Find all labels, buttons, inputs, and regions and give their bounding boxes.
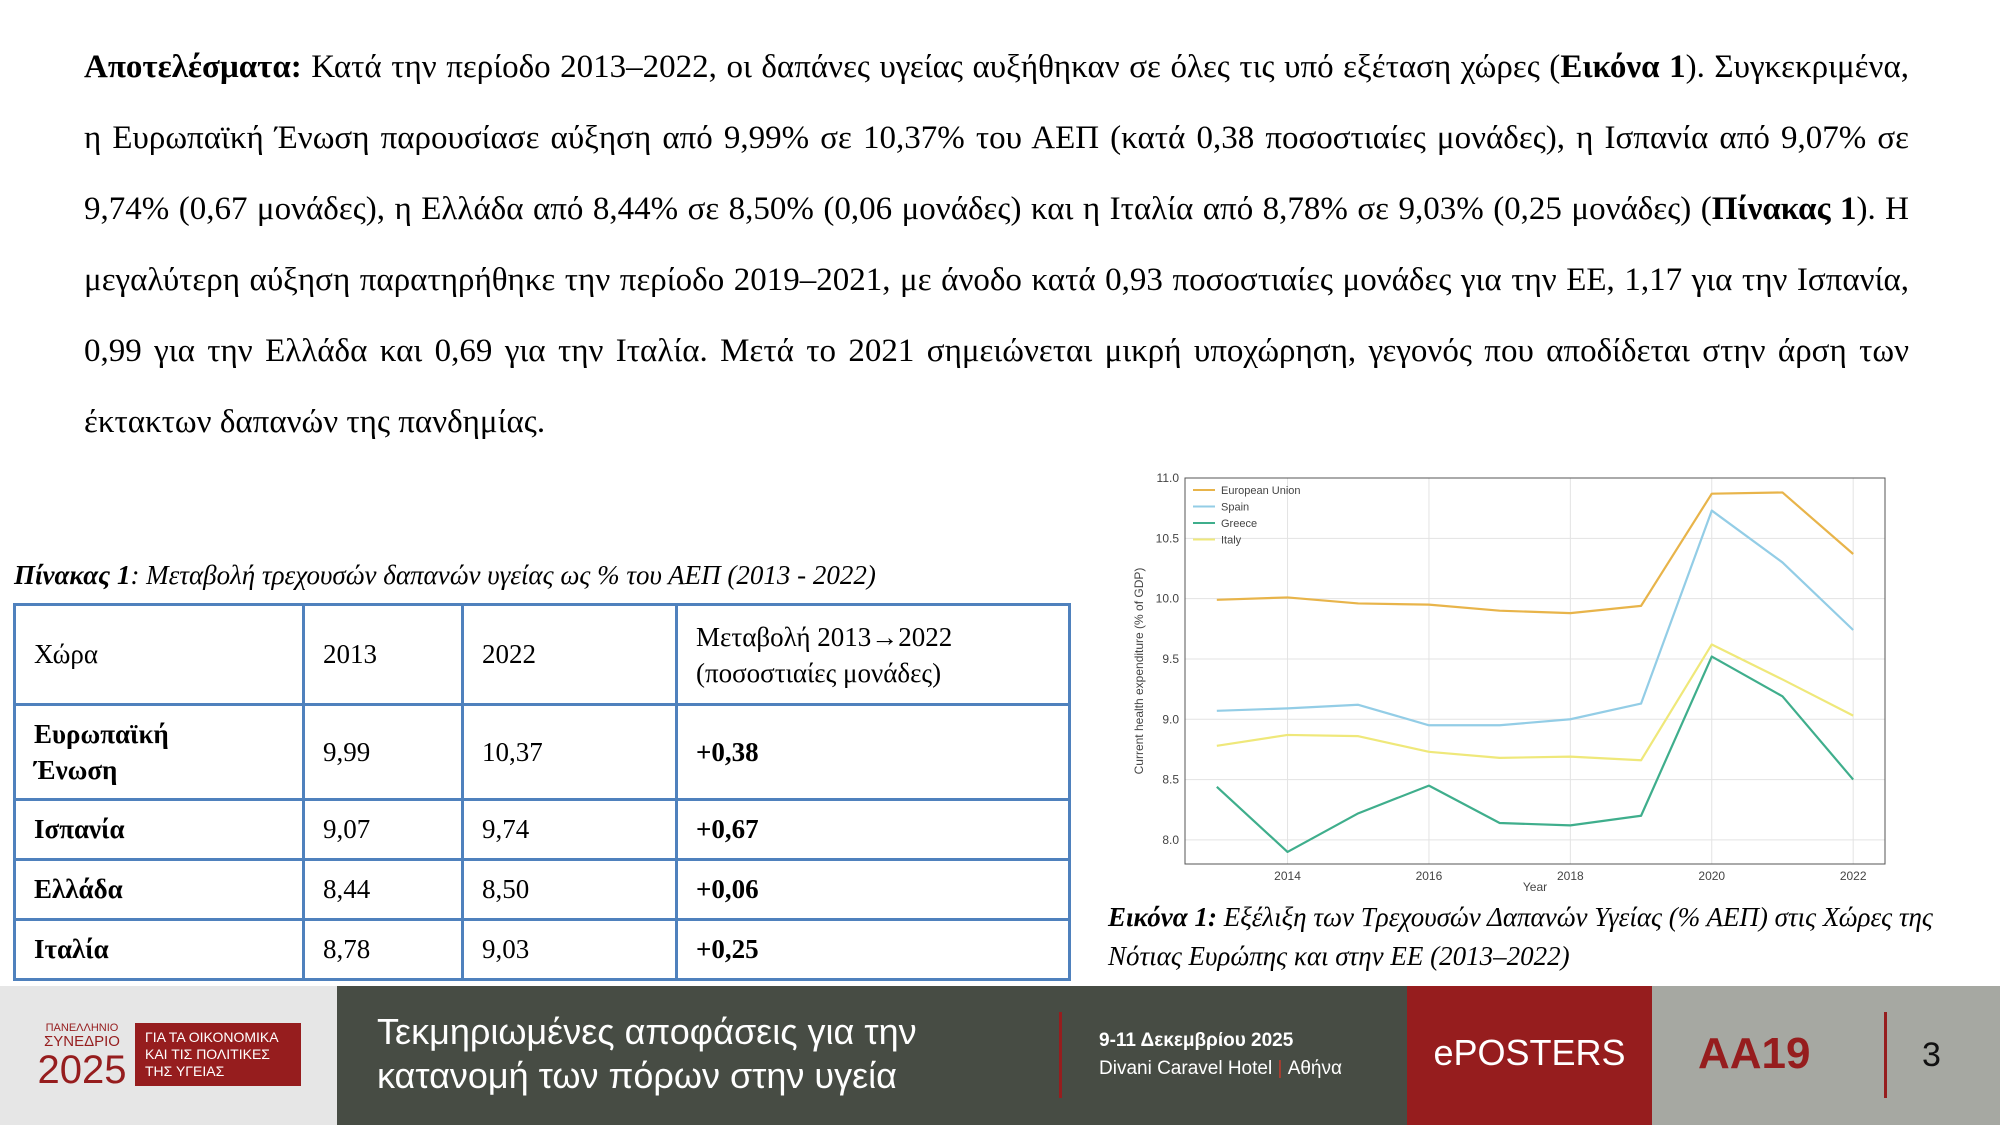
series-line-greece [1217, 657, 1853, 852]
header-change-line2: (ποσοστιαίες μονάδες) [696, 657, 942, 688]
figure-caption [1108, 898, 1938, 976]
footer-slogan-area [337, 986, 1407, 1125]
logo-year: 2025 [37, 1048, 127, 1092]
header-2013: 2013 [304, 605, 463, 705]
cell-change: +0,25 [677, 920, 1070, 980]
cell-2022: 10,37 [463, 705, 677, 800]
footer-divider [1059, 1012, 1062, 1098]
x-tick-label: 2018 [1557, 869, 1584, 883]
results-paragraph [84, 32, 1909, 458]
header-country: Χώρα [15, 605, 304, 705]
header-2022: 2022 [463, 605, 677, 705]
cell-change: +0,06 [677, 860, 1070, 920]
cell-2022: 9,03 [463, 920, 677, 980]
table-caption-text: : Μεταβολή τρεχουσών δαπανών υγείας ως % του ΑΕΠ (2013 - 2022) [130, 560, 876, 590]
cell-country: Ελλάδα [15, 860, 304, 920]
poster-code: AA19 [1698, 1029, 1811, 1078]
results-text-3: ). Η μεγαλύτερη αύξηση παρατηρήθηκε την περίοδο 2019–2021, με άνοδο κατά 0,93 ποσοστιαίες μονάδες για την ΕΕ, 1,17 για την Ισπανία, 0,99 για την Ελλάδα και 0,69 για την Ιταλία. Μετά το 2021 σημειώνεται μικρή υποχώρηση, γεγονός που αποδίδεται στην άρση των έκτακτων δαπανών της πανδημίας. [84, 191, 1909, 440]
x-tick-label: 2014 [1274, 869, 1301, 883]
y-tick-label: 8.5 [1162, 772, 1179, 787]
chart-legend [1193, 485, 1301, 547]
footer-banner [0, 986, 2000, 1125]
health-expenditure-line-chart [1120, 462, 1890, 892]
results-text-1: Κατά την περίοδο 2013–2022, οι δαπάνες υγείας αυξήθηκαν σε όλες τις υπό εξέταση χώρες ( [301, 49, 1561, 85]
cell-2013: 9,99 [304, 705, 463, 800]
table-row [15, 860, 1070, 920]
legend-label: Greece [1221, 518, 1258, 530]
y-tick-label: 8.0 [1162, 832, 1179, 847]
y-tick-label: 9.0 [1162, 712, 1179, 727]
x-tick-label: 2022 [1839, 869, 1867, 883]
header-change-line1: Μεταβολή 2013→2022 [696, 621, 953, 652]
y-axis-ticks [1156, 471, 1180, 847]
figure-caption-text: Εξέλιξη των Τρεχουσών Δαπανών Υγείας (% ΑΕΠ) στις Χώρες της Νότιας Ευρώπης και στην ΕΕ (2013–2022) [1108, 902, 1933, 971]
series-line-italy [1217, 644, 1853, 760]
page-number: 3 [1922, 1036, 1941, 1074]
table-row [15, 800, 1070, 860]
table-header-row [15, 605, 1070, 705]
figure-caption-label: Εικόνα 1: [1108, 902, 1217, 932]
results-label: Αποτελέσματα: [84, 49, 302, 85]
country-eu-line2: Ένωση [34, 755, 118, 785]
header-change [677, 605, 1070, 705]
event-venue: Divani Caravel Hotel [1099, 1058, 1273, 1079]
cell-2013: 9,07 [304, 800, 463, 860]
table-row [15, 920, 1070, 980]
event-city: Αθήνα [1287, 1058, 1342, 1079]
legend-label: Italy [1221, 534, 1242, 547]
cell-2013: 8,44 [304, 860, 463, 920]
footer-logo-area [0, 986, 337, 1125]
table-caption-label: Πίνακας 1 [14, 560, 131, 590]
logo-badge-line3: ΤΗΣ ΥΓΕΙΑΣ [145, 1063, 225, 1079]
table-reference: Πίνακας 1 [1711, 191, 1857, 227]
y-tick-label: 11.0 [1156, 471, 1179, 485]
chart-grid [1185, 478, 1885, 864]
y-tick-label: 10.0 [1155, 591, 1179, 606]
logo-badge [135, 1023, 301, 1086]
series-line-european-union [1217, 492, 1853, 613]
slogan-line2: κατανομή των πόρων στην υγεία [377, 1055, 897, 1096]
code-divider [1884, 1012, 1887, 1098]
y-tick-label: 9.5 [1162, 651, 1179, 666]
cell-2022: 9,74 [463, 800, 677, 860]
logo-line2: ΣΥΝΕΔΡΙΟ [44, 1033, 120, 1050]
cell-country [15, 705, 304, 800]
health-expenditure-table [13, 603, 1071, 981]
y-axis-label: Current health expenditure (% of GDP) [1132, 567, 1146, 775]
chart-series [1217, 492, 1853, 851]
footer-eposters-area [1407, 986, 1652, 1125]
event-date: 9-11 Δεκεμβρίου 2025 [1099, 1030, 1294, 1051]
figure-reference: Εικόνα 1 [1560, 49, 1686, 85]
results-text-2: ). Συγκεκριμένα, η Ευρωπαϊκή Ένωση παρουσίασε αύξηση από 9,99% σε 10,37% του ΑΕΠ (κατά 0,38 ποσοστιαίες μονάδες), η Ισπανία από 9,07% σε 9,74% (0,67 μονάδες), η Ελλάδα από 8,44% σε 8,50% (0,06 μονάδες) και η Ιταλία από 8,78% σε 9,03% (0,25 μονάδες) ( [84, 49, 1909, 227]
eposters-label: ePOSTERS [1433, 1032, 1626, 1073]
legend-label: Spain [1221, 501, 1250, 514]
logo-badge-line2: ΚΑΙ ΤΙΣ ΠΟΛΙΤΙΚΕΣ [145, 1046, 270, 1062]
plot-frame [1185, 478, 1885, 864]
x-axis-label: Year [1522, 880, 1548, 892]
cell-change: +0,67 [677, 800, 1070, 860]
table-row [15, 705, 1070, 800]
x-tick-label: 2016 [1415, 869, 1443, 883]
cell-change: +0,38 [677, 705, 1070, 800]
slogan-line1: Τεκμηριωμένες αποφάσεις για την [377, 1011, 917, 1052]
series-line-spain [1217, 511, 1853, 726]
cell-2013: 8,78 [304, 920, 463, 980]
country-eu-line1: Ευρωπαϊκή [34, 719, 169, 749]
table-caption [14, 560, 876, 591]
logo-line1: ΠΑΝΕΛΛΗΝΙΟ [45, 1022, 119, 1034]
x-axis-ticks [1274, 869, 1867, 883]
venue-separator: | [1277, 1058, 1283, 1079]
cell-country: Ιταλία [15, 920, 304, 980]
x-tick-label: 2020 [1698, 869, 1726, 883]
cell-country: Ισπανία [15, 800, 304, 860]
y-tick-label: 10.5 [1155, 531, 1179, 546]
logo-left [36, 1022, 128, 1090]
legend-label: European Union [1221, 485, 1301, 497]
logo-badge-line1: ΓΙΑ ΤΑ ΟΙΚΟΝΟΜΙΚΑ [145, 1029, 279, 1045]
cell-2022: 8,50 [463, 860, 677, 920]
event-venue-line [1099, 1058, 1342, 1080]
footer-code-area [1652, 986, 2000, 1125]
